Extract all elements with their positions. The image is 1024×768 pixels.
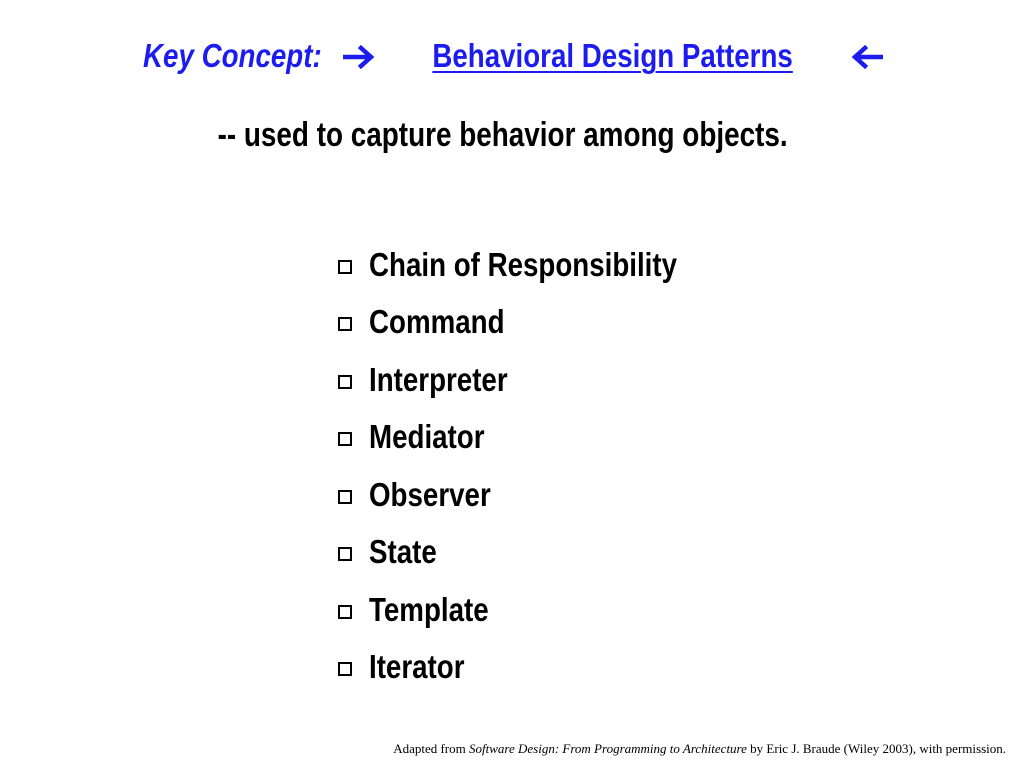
subtitle: [0, 112, 1006, 158]
pattern-label: Observer: [369, 475, 491, 513]
list-item: [338, 639, 736, 697]
square-bullet-icon: [338, 490, 352, 504]
attribution-footer: [393, 741, 1006, 757]
list-item: [338, 351, 736, 409]
pattern-label: Command: [369, 303, 505, 341]
square-bullet-icon: [338, 375, 352, 389]
pattern-label: Chain of Responsibility: [369, 245, 678, 283]
pattern-label: Interpreter: [369, 360, 508, 398]
square-bullet-icon: [338, 260, 352, 274]
pattern-list: [338, 236, 736, 696]
subtitle-text: -- used to capture behavior among objects.: [217, 116, 789, 154]
book-title: Software Design: From Programming to Architecture: [469, 741, 747, 756]
list-item: [338, 236, 736, 294]
square-bullet-icon: [338, 547, 352, 561]
attribution-prefix: Adapted from: [393, 741, 469, 756]
pattern-label: Iterator: [369, 648, 465, 686]
key-concept-label: Key Concept:: [143, 37, 323, 74]
list-item: [338, 409, 736, 467]
list-item: [338, 294, 736, 352]
arrow-left-icon: [849, 45, 883, 69]
slide-title: [0, 34, 1004, 78]
pattern-label: Mediator: [369, 418, 485, 456]
list-item: [338, 466, 736, 524]
pattern-label: Template: [369, 590, 489, 628]
square-bullet-icon: [338, 432, 352, 446]
square-bullet-icon: [338, 317, 352, 331]
list-item: [338, 581, 736, 639]
arrow-right-icon: [343, 45, 377, 69]
square-bullet-icon: [338, 662, 352, 676]
list-item: [338, 524, 736, 582]
attribution-suffix: by Eric J. Braude (Wiley 2003), with permission.: [746, 741, 1006, 756]
square-bullet-icon: [338, 605, 352, 619]
topic-heading: Behavioral Design Patterns: [432, 37, 794, 74]
pattern-label: State: [369, 533, 437, 571]
